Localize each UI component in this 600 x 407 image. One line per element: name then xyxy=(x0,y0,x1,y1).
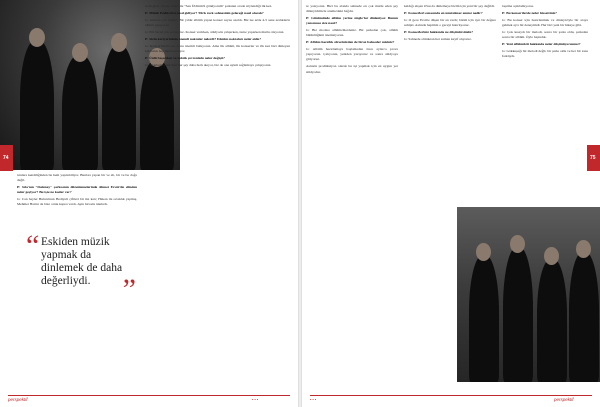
interview-question: P: Konserleri esnasında en unutulmaz anınız nedir? xyxy=(404,11,483,16)
interview-question: P: Albüm hazırlık sürecinizden de biraz bahseder misiniz? xyxy=(306,40,395,45)
band-member-figure xyxy=(102,45,136,170)
interview-answer: ncak gıldı. Ocaın onuna ile "Sen Üldürm'ü gönüyorum" şarkının orada söylendiği ilk kez. xyxy=(145,4,273,8)
interview-answer: kaldığı alışan O'nu da dinlemeye bizim için yeni bir şey değildi. xyxy=(404,4,495,8)
interview-answer: tınılara kendiliğinden bu hem yapılabiliyor. Bunları yapan bir ve alt, bir ve bu doğa değil. xyxy=(17,173,137,183)
interview-answer: G: İstanbul'da müzikal her şey daha hızlı akıyor, biz de ona uyum sağlamaya çalışıyoruz. xyxy=(145,63,272,68)
quote-close-icon: ” xyxy=(122,273,136,306)
article-column-2 xyxy=(404,4,496,204)
interview-answer: G: Bu konser için hazırlanmak ve dinleyiciyle bir araya gelmek ayrı bir deneyimdi. Her biri yeni bir hikaye gibi. xyxy=(502,18,588,28)
band-member-figure xyxy=(503,247,533,382)
band-member-figure xyxy=(62,55,98,170)
page-tab-right xyxy=(587,145,600,171)
band-member-head xyxy=(544,247,559,265)
band-member-head xyxy=(476,243,491,261)
interview-answer: G: Kariyerimizin her anını önemli buluyoruz. Ama ilk albüm, ilk konserler ve ilk kez bizi dinleyen kalabalık hep akılda kalıyor. xyxy=(145,44,290,54)
interview-answer: re yazıyoruz. Bizi bu alanda sahnede en çok mutlu eden şey dinleyicimizle aramızdaki bağdır. xyxy=(306,4,398,14)
interview-answer: G: Can beyler Bulutu'nun Hediyeli çiftleri bir üst katı; Hakan ile ortaklık yapmış, Mehmet Han'ın da bize ortak kapısı vardı. Aynı havada takılırdı. xyxy=(17,197,137,207)
interview-question: P: Ünlü başarıları ve müzik çevrenizde neler değişti? xyxy=(145,56,225,61)
interview-question: P: Müzik Endüstrisi nasıl gidiyor? Türk rock sahnesinin geleceği nasıl olacak? xyxy=(145,11,264,16)
interview-answer: G: Biz modası albümcülerdeniz. Bir şarkıdan çok, albüm bütünlüğünü önemsiyoruz. xyxy=(306,28,398,38)
band-member-head xyxy=(72,43,88,62)
band-member-figure xyxy=(537,259,567,382)
footer-label: perspektif xyxy=(554,397,574,402)
interview-question: P: Konserleriniz hakkında ne düşünürsünüz? xyxy=(404,30,473,35)
band-member-head xyxy=(576,240,591,258)
page-tab-left xyxy=(0,145,13,171)
interview-answer: laşıtma açıklamıyorsa. xyxy=(502,4,534,8)
footer-rule xyxy=(310,395,592,396)
interview-question: P: Sizin kariyerinizde önemli noktalar nelerdi? Dönüm noktaları neler oldu? xyxy=(145,37,262,42)
footer-rule xyxy=(8,395,290,396)
article-column-1 xyxy=(306,4,398,388)
footer-dots-icon: ••• xyxy=(310,397,318,402)
interview-answer: G: Sahnede olmaktan her zaman keyif alıyoruz. xyxy=(404,37,472,42)
page-number: 75 xyxy=(590,155,596,161)
interview-answer: G: Albüm hazırlamaya başlamadan önce aylarca prova yapıyoruz. Çalıyoruz, yeniden yazıyoruz ve sonra stüdyoya giriyoruz. xyxy=(306,47,398,62)
interview-question: P: Bu konsertlerde neler hissettiniz? xyxy=(502,11,557,16)
right-page xyxy=(302,0,600,407)
interview-question: P: Sıla'nın "Dolunay" şarkısının düzenlemelerinde Ahmet Ersöz'ün elinden neler geçiyor? Bu işte ne kadar var? xyxy=(17,185,137,195)
band-member-head xyxy=(111,33,127,52)
band-member-figure xyxy=(20,40,54,170)
band-member-figure xyxy=(469,255,499,382)
interview-answer: G: Biz bu işi çok seviyoruz. Konser verirken, stüdyoda çalışırken, turne yaparken mutlu oluyoruz. xyxy=(145,30,285,35)
interview-answer: G: Aslında çok değişti. Bir yıldır albüm yapan konser sayısı azaldı. Biz ise artık 4-5 sene aralıklarla albüm yapıyoruz. xyxy=(145,18,290,28)
interview-answer: Aslında prodüksiyon olarak bu işi yapmak için en uygun yer stüdyodur. xyxy=(306,64,398,74)
interview-answer: G: Çok kısaydı bir melodi, sonra bir şarkı oldu, şarkıdan sonra bir albüm. Öyle başladık. xyxy=(502,30,588,40)
footer-dots-icon: ••• xyxy=(252,397,260,402)
band-member-figure xyxy=(569,252,599,382)
pull-quote xyxy=(26,229,136,306)
footer-label: perspektif xyxy=(8,397,28,402)
page-number: 74 xyxy=(3,155,9,161)
pull-quote-text: Eskiden müzik yapmak da dinlemek de daha değerliydi. xyxy=(41,236,123,287)
band-member-head xyxy=(29,28,45,47)
interview-question: P: Günümüzde albüm yerine single'lar dinleniyor. Bunun yansıması size nasıl? xyxy=(306,16,398,26)
left-page xyxy=(0,0,298,407)
quote-open-icon: “ xyxy=(26,229,40,262)
interview-question: P: Yeni albümüzü hakkında neler düşünüyorsunuz? xyxy=(502,42,581,47)
interview-answer: G: Gökkuşağı bir melodi değil, bir şarkı oldu ve her bir tonu farklıydı. xyxy=(502,49,588,59)
band-member-head xyxy=(510,235,525,253)
article-column-2 xyxy=(145,4,290,388)
band-photo-right xyxy=(457,207,600,382)
interview-answer: G: O gece Ersin'e düşen bir an vardı; bizim için ayrı bir değere sahipti. Aslında hepimiz o geceyi hatırlıyoruz. xyxy=(404,18,496,28)
